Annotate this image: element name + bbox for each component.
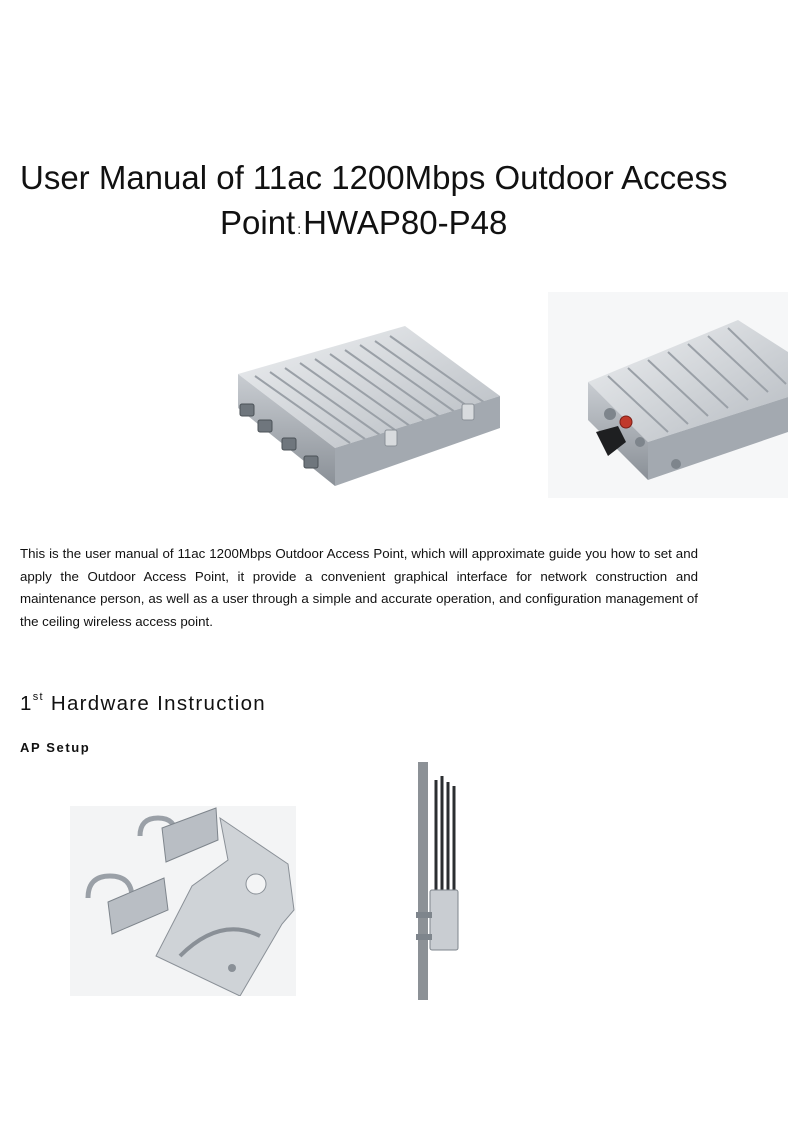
access-point-side-illustration (548, 292, 788, 498)
title-point-word: Point (220, 204, 296, 241)
model-number: HWAP80-P48 (303, 204, 508, 241)
section-ordinal-suffix: st (32, 691, 44, 704)
section-heading (20, 692, 266, 716)
title-separator: : (297, 221, 302, 237)
mounting-kit-photo (70, 806, 296, 996)
section-number: 1 (20, 692, 33, 715)
intro-paragraph: This is the user manual of 11ac 1200Mbps Outdoor Access Point, which will approximate guide you how to set and apply the Outdoor Access Point, it provide a convenient graphical interface for network construction and maintenance person, as well as a user through a simple and accurate operation, and configuration management of the ceiling wireless access point. (20, 546, 698, 629)
document-title-line-1: User Manual of 11ac 1200Mbps Outdoor Access (20, 159, 728, 196)
pole-mounted-ap-illustration (398, 762, 478, 1000)
subsection-heading: AP Setup (20, 740, 91, 755)
document-title-line-2 (220, 203, 808, 249)
pole-mount-photo (398, 762, 478, 1000)
section-title: Hardware Instruction (50, 692, 266, 715)
product-photo-side (548, 292, 788, 498)
product-photo-front (200, 296, 528, 510)
mounting-bracket-illustration (70, 806, 296, 996)
access-point-front-illustration (200, 296, 528, 510)
